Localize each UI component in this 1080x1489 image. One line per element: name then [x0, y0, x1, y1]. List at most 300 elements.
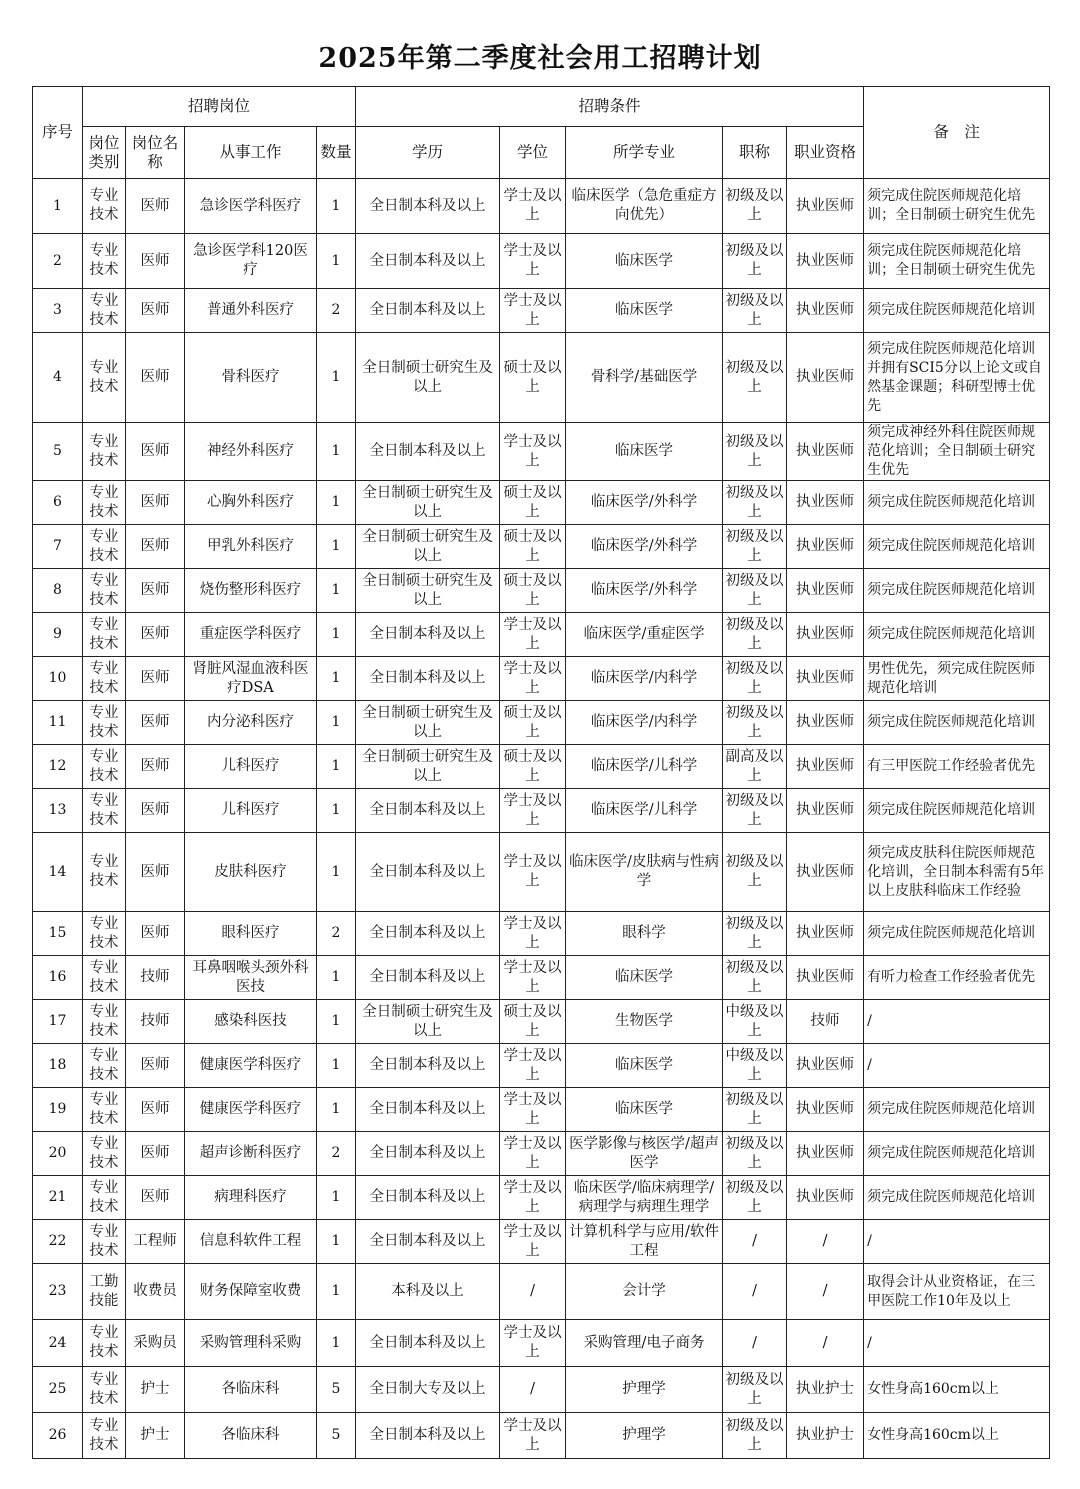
degree-cell: 学士及以上 [500, 234, 566, 289]
work-cell: 病理科医疗 [185, 1176, 317, 1220]
remark-cell: / [864, 1044, 1050, 1088]
education-cell: 全日制本科及以上 [356, 1044, 500, 1088]
title-level-cell: / [723, 1320, 787, 1367]
qualification-cell: 执业医师 [787, 234, 864, 289]
degree-cell: / [500, 1264, 566, 1320]
education-cell: 全日制本科及以上 [356, 789, 500, 833]
title-level-cell: 初级及以上 [723, 701, 787, 745]
education-cell: 全日制本科及以上 [356, 833, 500, 912]
work-cell: 眼科医疗 [185, 912, 317, 956]
education-cell: 全日制本科及以上 [356, 423, 500, 481]
qualification-cell: 执业护士 [787, 1367, 864, 1413]
degree-cell: 硕士及以上 [500, 333, 566, 423]
major-cell: 临床医学 [566, 423, 723, 481]
seq-cell: 4 [33, 333, 83, 423]
post-type-cell: 专业技术 [83, 701, 126, 745]
table-row [33, 1088, 1050, 1132]
seq-cell: 12 [33, 745, 83, 789]
post-name-cell: 医师 [126, 234, 185, 289]
post-name-cell: 护士 [126, 1367, 185, 1413]
title-level-cell: 初级及以上 [723, 613, 787, 657]
post-type-cell: 专业技术 [83, 1132, 126, 1176]
seq-cell: 22 [33, 1220, 83, 1264]
count-cell: 1 [317, 569, 356, 613]
count-cell: 1 [317, 701, 356, 745]
major-cell: 临床医学/皮肤病与性病学 [566, 833, 723, 912]
work-cell: 感染科医技 [185, 1000, 317, 1044]
major-cell: 临床医学/外科学 [566, 569, 723, 613]
post-name-cell: 医师 [126, 423, 185, 481]
post-type-cell: 专业技术 [83, 912, 126, 956]
table-row [33, 613, 1050, 657]
table-row [33, 912, 1050, 956]
major-cell: 临床医学（急危重症方向优先） [566, 179, 723, 234]
count-cell: 1 [317, 833, 356, 912]
seq-cell: 15 [33, 912, 83, 956]
table-body [33, 179, 1050, 1459]
remark-cell: 须完成住院医师规范化培训 [864, 912, 1050, 956]
title-level-cell: / [723, 1220, 787, 1264]
table-row [33, 1367, 1050, 1413]
header-count: 数量 [317, 127, 356, 179]
header-education: 学历 [356, 127, 500, 179]
seq-cell: 9 [33, 613, 83, 657]
title-level-cell: 初级及以上 [723, 525, 787, 569]
post-name-cell: 采购员 [126, 1320, 185, 1367]
count-cell: 1 [317, 956, 356, 1000]
major-cell: 临床医学/儿科学 [566, 745, 723, 789]
degree-cell: 硕士及以上 [500, 569, 566, 613]
post-type-cell: 专业技术 [83, 657, 126, 701]
remark-cell: 须完成神经外科住院医师规范化培训；全日制硕士研究生优先 [864, 423, 1050, 481]
education-cell: 全日制本科及以上 [356, 179, 500, 234]
post-type-cell: 专业技术 [83, 833, 126, 912]
degree-cell: 硕士及以上 [500, 745, 566, 789]
education-cell: 全日制本科及以上 [356, 1132, 500, 1176]
education-cell: 全日制硕士研究生及以上 [356, 701, 500, 745]
post-type-cell: 专业技术 [83, 234, 126, 289]
post-name-cell: 医师 [126, 1044, 185, 1088]
post-type-cell: 专业技术 [83, 1413, 126, 1459]
table-row [33, 1044, 1050, 1088]
table-row [33, 1264, 1050, 1320]
header-seq: 序号 [33, 87, 83, 179]
degree-cell: 学士及以上 [500, 912, 566, 956]
education-cell: 全日制本科及以上 [356, 956, 500, 1000]
qualification-cell: 执业医师 [787, 525, 864, 569]
degree-cell: 学士及以上 [500, 1044, 566, 1088]
title-level-cell: 初级及以上 [723, 789, 787, 833]
header-group-post: 招聘岗位 [83, 87, 356, 127]
remark-cell: 取得会计从业资格证，在三甲医院工作10年及以上 [864, 1264, 1050, 1320]
qualification-cell: 执业医师 [787, 956, 864, 1000]
table-row [33, 1320, 1050, 1367]
work-cell: 健康医学科医疗 [185, 1088, 317, 1132]
count-cell: 5 [317, 1367, 356, 1413]
work-cell: 健康医学科医疗 [185, 1044, 317, 1088]
work-cell: 急诊医学科120医疗 [185, 234, 317, 289]
major-cell: 眼科学 [566, 912, 723, 956]
post-type-cell: 专业技术 [83, 789, 126, 833]
header-qualification: 职业资格 [787, 127, 864, 179]
count-cell: 1 [317, 745, 356, 789]
post-name-cell: 医师 [126, 833, 185, 912]
post-name-cell: 医师 [126, 333, 185, 423]
major-cell: 临床医学/内科学 [566, 701, 723, 745]
education-cell: 全日制本科及以上 [356, 1320, 500, 1367]
major-cell: 临床医学/外科学 [566, 481, 723, 525]
work-cell: 肾脏风湿血液科医疗DSA [185, 657, 317, 701]
education-cell: 全日制硕士研究生及以上 [356, 481, 500, 525]
table-row [33, 481, 1050, 525]
degree-cell: 硕士及以上 [500, 1000, 566, 1044]
table-row [33, 1220, 1050, 1264]
post-type-cell: 专业技术 [83, 1220, 126, 1264]
remark-cell: 女性身高160cm以上 [864, 1367, 1050, 1413]
education-cell: 本科及以上 [356, 1264, 500, 1320]
title-level-cell: 中级及以上 [723, 1044, 787, 1088]
table-row [33, 1000, 1050, 1044]
education-cell: 全日制本科及以上 [356, 613, 500, 657]
qualification-cell: 执业医师 [787, 179, 864, 234]
education-cell: 全日制本科及以上 [356, 289, 500, 333]
remark-cell: 须完成住院医师规范化培训 [864, 569, 1050, 613]
table-row [33, 423, 1050, 481]
title-level-cell: 初级及以上 [723, 481, 787, 525]
post-name-cell: 医师 [126, 1132, 185, 1176]
seq-cell: 13 [33, 789, 83, 833]
major-cell: 临床医学/内科学 [566, 657, 723, 701]
seq-cell: 26 [33, 1413, 83, 1459]
count-cell: 1 [317, 234, 356, 289]
education-cell: 全日制本科及以上 [356, 1413, 500, 1459]
post-name-cell: 医师 [126, 1176, 185, 1220]
work-cell: 甲乳外科医疗 [185, 525, 317, 569]
remark-cell: 须完成住院医师规范化培训 [864, 1088, 1050, 1132]
qualification-cell: 执业医师 [787, 423, 864, 481]
qualification-cell: 执业医师 [787, 912, 864, 956]
count-cell: 1 [317, 179, 356, 234]
work-cell: 皮肤科医疗 [185, 833, 317, 912]
remark-cell: 须完成住院医师规范化培训 [864, 1176, 1050, 1220]
count-cell: 5 [317, 1413, 356, 1459]
post-type-cell: 专业技术 [83, 289, 126, 333]
seq-cell: 16 [33, 956, 83, 1000]
seq-cell: 18 [33, 1044, 83, 1088]
remark-cell: 须完成住院医师规范化培训并拥有SCI5分以上论文或自然基金课题；科研型博士优先 [864, 333, 1050, 423]
work-cell: 心胸外科医疗 [185, 481, 317, 525]
qualification-cell: 执业医师 [787, 613, 864, 657]
degree-cell: 学士及以上 [500, 1088, 566, 1132]
work-cell: 重症医学科医疗 [185, 613, 317, 657]
work-cell: 耳鼻咽喉头颈外科医技 [185, 956, 317, 1000]
post-type-cell: 专业技术 [83, 1367, 126, 1413]
title-level-cell: 初级及以上 [723, 179, 787, 234]
table-row [33, 789, 1050, 833]
seq-cell: 1 [33, 179, 83, 234]
education-cell: 全日制硕士研究生及以上 [356, 525, 500, 569]
qualification-cell: 执业医师 [787, 701, 864, 745]
work-cell: 各临床科 [185, 1413, 317, 1459]
post-name-cell: 医师 [126, 1088, 185, 1132]
post-name-cell: 收费员 [126, 1264, 185, 1320]
post-name-cell: 医师 [126, 745, 185, 789]
table-row [33, 569, 1050, 613]
work-cell: 采购管理科采购 [185, 1320, 317, 1367]
post-name-cell: 医师 [126, 701, 185, 745]
degree-cell: 学士及以上 [500, 1220, 566, 1264]
post-name-cell: 医师 [126, 789, 185, 833]
degree-cell: 学士及以上 [500, 1176, 566, 1220]
degree-cell: 学士及以上 [500, 789, 566, 833]
qualification-cell: 执业护士 [787, 1413, 864, 1459]
degree-cell: 学士及以上 [500, 956, 566, 1000]
major-cell: 临床医学 [566, 1044, 723, 1088]
work-cell: 急诊医学科医疗 [185, 179, 317, 234]
seq-cell: 5 [33, 423, 83, 481]
degree-cell: 学士及以上 [500, 1413, 566, 1459]
education-cell: 全日制本科及以上 [356, 1220, 500, 1264]
table-row [33, 1413, 1050, 1459]
remark-cell: / [864, 1320, 1050, 1367]
count-cell: 1 [317, 481, 356, 525]
title-level-cell: 初级及以上 [723, 833, 787, 912]
degree-cell: 硕士及以上 [500, 481, 566, 525]
post-type-cell: 专业技术 [83, 179, 126, 234]
header-major: 所学专业 [566, 127, 723, 179]
qualification-cell: 执业医师 [787, 333, 864, 423]
count-cell: 1 [317, 1220, 356, 1264]
title-level-cell: 初级及以上 [723, 1176, 787, 1220]
count-cell: 1 [317, 1176, 356, 1220]
major-cell: 采购管理/电子商务 [566, 1320, 723, 1367]
post-type-cell: 专业技术 [83, 333, 126, 423]
degree-cell: 硕士及以上 [500, 701, 566, 745]
seq-cell: 6 [33, 481, 83, 525]
work-cell: 财务保障室收费 [185, 1264, 317, 1320]
qualification-cell: / [787, 1264, 864, 1320]
major-cell: 会计学 [566, 1264, 723, 1320]
title-level-cell: 初级及以上 [723, 423, 787, 481]
title-level-cell: 初级及以上 [723, 1088, 787, 1132]
seq-cell: 19 [33, 1088, 83, 1132]
remark-cell: / [864, 1220, 1050, 1264]
seq-cell: 10 [33, 657, 83, 701]
remark-cell: 男性优先，须完成住院医师规范化培训 [864, 657, 1050, 701]
table-row [33, 1132, 1050, 1176]
major-cell: 临床医学/儿科学 [566, 789, 723, 833]
qualification-cell: 技师 [787, 1000, 864, 1044]
education-cell: 全日制本科及以上 [356, 234, 500, 289]
post-name-cell: 技师 [126, 956, 185, 1000]
post-type-cell: 专业技术 [83, 956, 126, 1000]
header-title-level: 职称 [723, 127, 787, 179]
post-name-cell: 技师 [126, 1000, 185, 1044]
title-level-cell: 初级及以上 [723, 1132, 787, 1176]
count-cell: 1 [317, 423, 356, 481]
remark-cell: 须完成住院医师规范化培训 [864, 613, 1050, 657]
qualification-cell: / [787, 1220, 864, 1264]
degree-cell: 学士及以上 [500, 1320, 566, 1367]
seq-cell: 25 [33, 1367, 83, 1413]
post-name-cell: 医师 [126, 569, 185, 613]
major-cell: 医学影像与核医学/超声医学 [566, 1132, 723, 1176]
count-cell: 2 [317, 289, 356, 333]
post-name-cell: 医师 [126, 657, 185, 701]
seq-cell: 20 [33, 1132, 83, 1176]
remark-cell: 须完成皮肤科住院医师规范化培训，全日制本科需有5年以上皮肤科临床工作经验 [864, 833, 1050, 912]
seq-cell: 23 [33, 1264, 83, 1320]
qualification-cell: 执业医师 [787, 833, 864, 912]
work-cell: 超声诊断科医疗 [185, 1132, 317, 1176]
remark-cell: 须完成住院医师规范化培训 [864, 481, 1050, 525]
degree-cell: / [500, 1367, 566, 1413]
post-type-cell: 专业技术 [83, 481, 126, 525]
count-cell: 1 [317, 1044, 356, 1088]
qualification-cell: 执业医师 [787, 657, 864, 701]
count-cell: 1 [317, 789, 356, 833]
qualification-cell: 执业医师 [787, 289, 864, 333]
qualification-cell: 执业医师 [787, 1132, 864, 1176]
major-cell: 护理学 [566, 1413, 723, 1459]
major-cell: 临床医学 [566, 234, 723, 289]
post-type-cell: 专业技术 [83, 613, 126, 657]
post-type-cell: 专业技术 [83, 569, 126, 613]
education-cell: 全日制本科及以上 [356, 912, 500, 956]
header-group-conditions: 招聘条件 [356, 87, 864, 127]
count-cell: 1 [317, 525, 356, 569]
degree-cell: 学士及以上 [500, 657, 566, 701]
qualification-cell: 执业医师 [787, 789, 864, 833]
table-row [33, 289, 1050, 333]
table-row [33, 1176, 1050, 1220]
seq-cell: 24 [33, 1320, 83, 1367]
work-cell: 普通外科医疗 [185, 289, 317, 333]
work-cell: 信息科软件工程 [185, 1220, 317, 1264]
remark-cell: 须完成住院医师规范化培训；全日制硕士研究生优先 [864, 179, 1050, 234]
post-type-cell: 工勤技能 [83, 1264, 126, 1320]
count-cell: 1 [317, 1088, 356, 1132]
page-title: 2025年第二季度社会用工招聘计划 [318, 43, 762, 74]
post-type-cell: 专业技术 [83, 525, 126, 569]
qualification-cell: 执业医师 [787, 569, 864, 613]
table-row [33, 833, 1050, 912]
education-cell: 全日制硕士研究生及以上 [356, 569, 500, 613]
table-row [33, 956, 1050, 1000]
major-cell: 临床医学 [566, 1088, 723, 1132]
seq-cell: 8 [33, 569, 83, 613]
count-cell: 1 [317, 333, 356, 423]
qualification-cell: 执业医师 [787, 1176, 864, 1220]
table-row [33, 179, 1050, 234]
major-cell: 骨科学/基础医学 [566, 333, 723, 423]
qualification-cell: 执业医师 [787, 1044, 864, 1088]
degree-cell: 硕士及以上 [500, 525, 566, 569]
count-cell: 1 [317, 1264, 356, 1320]
qualification-cell: 执业医师 [787, 745, 864, 789]
header-degree: 学位 [500, 127, 566, 179]
work-cell: 儿科医疗 [185, 745, 317, 789]
degree-cell: 学士及以上 [500, 289, 566, 333]
major-cell: 临床医学 [566, 289, 723, 333]
remark-cell: 须完成住院医师规范化培训 [864, 1132, 1050, 1176]
work-cell: 神经外科医疗 [185, 423, 317, 481]
qualification-cell: / [787, 1320, 864, 1367]
seq-cell: 2 [33, 234, 83, 289]
remark-cell: 女性身高160cm以上 [864, 1413, 1050, 1459]
count-cell: 1 [317, 1320, 356, 1367]
header-post-name: 岗位名称 [126, 127, 185, 179]
title-level-cell: 初级及以上 [723, 657, 787, 701]
major-cell: 临床医学/外科学 [566, 525, 723, 569]
count-cell: 2 [317, 912, 356, 956]
remark-cell: 须完成住院医师规范化培训 [864, 289, 1050, 333]
education-cell: 全日制硕士研究生及以上 [356, 1000, 500, 1044]
table-row [33, 333, 1050, 423]
post-type-cell: 专业技术 [83, 745, 126, 789]
degree-cell: 学士及以上 [500, 613, 566, 657]
title-level-cell: 初级及以上 [723, 289, 787, 333]
major-cell: 计算机科学与应用/软件工程 [566, 1220, 723, 1264]
title-level-cell: / [723, 1264, 787, 1320]
title-level-cell: 初级及以上 [723, 234, 787, 289]
remark-cell: 须完成住院医师规范化培训 [864, 789, 1050, 833]
qualification-cell: 执业医师 [787, 1088, 864, 1132]
degree-cell: 学士及以上 [500, 833, 566, 912]
degree-cell: 学士及以上 [500, 423, 566, 481]
remark-cell: / [864, 1000, 1050, 1044]
post-type-cell: 专业技术 [83, 1088, 126, 1132]
education-cell: 全日制大专及以上 [356, 1367, 500, 1413]
title-level-cell: 初级及以上 [723, 1413, 787, 1459]
seq-cell: 17 [33, 1000, 83, 1044]
count-cell: 1 [317, 1000, 356, 1044]
title-level-cell: 副高及以上 [723, 745, 787, 789]
post-name-cell: 医师 [126, 912, 185, 956]
remark-cell: 有听力检查工作经验者优先 [864, 956, 1050, 1000]
major-cell: 临床医学/重症医学 [566, 613, 723, 657]
table-row [33, 745, 1050, 789]
work-cell: 烧伤整形科医疗 [185, 569, 317, 613]
title-level-cell: 初级及以上 [723, 1367, 787, 1413]
work-cell: 骨科医疗 [185, 333, 317, 423]
post-type-cell: 专业技术 [83, 1044, 126, 1088]
work-cell: 内分泌科医疗 [185, 701, 317, 745]
seq-cell: 7 [33, 525, 83, 569]
seq-cell: 3 [33, 289, 83, 333]
table-row [33, 234, 1050, 289]
header-work: 从事工作 [185, 127, 317, 179]
count-cell: 1 [317, 657, 356, 701]
table-row [33, 701, 1050, 745]
major-cell: 临床医学 [566, 956, 723, 1000]
count-cell: 2 [317, 1132, 356, 1176]
title-level-cell: 初级及以上 [723, 333, 787, 423]
remark-cell: 有三甲医院工作经验者优先 [864, 745, 1050, 789]
degree-cell: 学士及以上 [500, 179, 566, 234]
degree-cell: 学士及以上 [500, 1132, 566, 1176]
table-row [33, 657, 1050, 701]
seq-cell: 21 [33, 1176, 83, 1220]
title-level-cell: 初级及以上 [723, 912, 787, 956]
remark-cell: 须完成住院医师规范化培训；全日制硕士研究生优先 [864, 234, 1050, 289]
education-cell: 全日制本科及以上 [356, 1176, 500, 1220]
education-cell: 全日制本科及以上 [356, 1088, 500, 1132]
major-cell: 生物医学 [566, 1000, 723, 1044]
education-cell: 全日制硕士研究生及以上 [356, 333, 500, 423]
post-type-cell: 专业技术 [83, 1176, 126, 1220]
qualification-cell: 执业医师 [787, 481, 864, 525]
